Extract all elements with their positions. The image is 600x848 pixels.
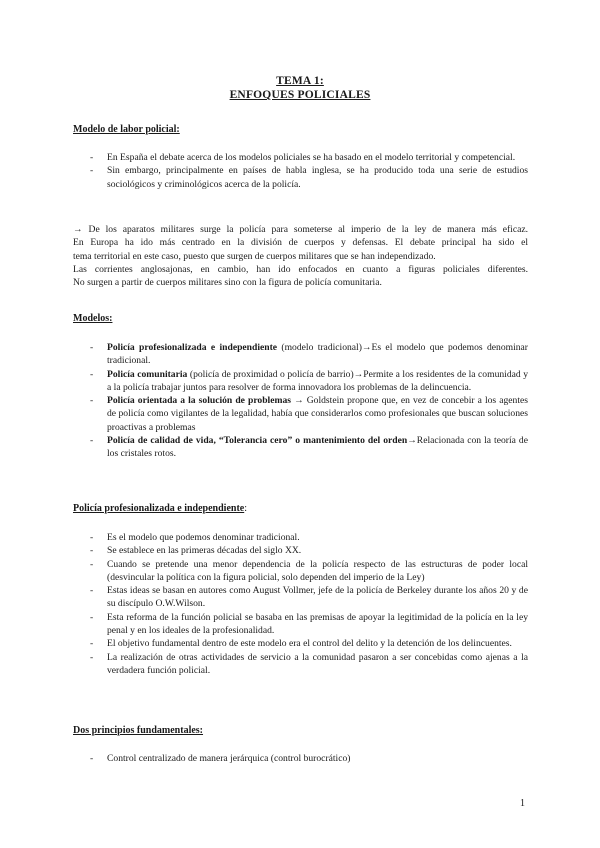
list-item: - Policía orientada a la solución de problemas → Goldstein propone que, en vez de concebir a los agentes de policía como vigilantes de la legalidad, había que considerarlos como profesionales que buscan soluciones proactivas a problemas [90,395,528,433]
paragraph-line: tema territorial en este caso, puesto que surgen de cuerpos militares que se han independizado. [73,250,436,262]
list-dash: - [90,368,94,380]
page-title-line2: ENFOQUES POLICIALES [229,89,371,101]
profesionalizada-list [73,531,528,677]
list-item: - Control centralizado de manera jerárquica (control burocrático) [90,753,351,764]
list-item: - Sin embargo, principalmente en países de habla inglesa, se ha producido toda una serie de estudios sociológicos y criminológicos acerca de la policía. [90,165,528,190]
paragraph-line: No surgen a partir de cuerpos militares sino con la figura de policía comunitaria. [73,277,382,289]
list-dash: - [90,638,94,650]
list-dash: - [90,753,94,764]
paragraph-line: En Europa ha ido más centrado en la división de cuerpos y defensas. El debate principal ha sido el [73,237,528,249]
list-item: - En España el debate acerca de los modelos policiales se ha basado en el modelo territorial y competencial. [90,152,516,163]
list-item: - Policía profesionalizada e independiente (modelo tradicional)→Es el modelo que podemos denominar tradicional. [90,342,528,367]
list-dash: - [90,165,94,177]
list-item: - Es el modelo que podemos denominar tradicional. [90,532,300,543]
list-item: - Se establece en las primeras décadas del siglo XX. [90,545,302,557]
list-dash: - [90,611,94,623]
list-dash: - [90,395,94,407]
list-dash: - [90,558,94,570]
modelo-labor-list [73,151,528,191]
list-dash: - [90,342,94,353]
list-dash: - [90,651,94,663]
modelos-list [73,341,528,461]
section-heading-modelos: Modelos: [73,313,113,324]
principios-list [73,752,528,765]
list-item: - Policía de calidad de vida, “Tolerancia cero” o mantenimiento del orden→Relacionada con la teoría de los cristales rotos. [90,435,528,460]
list-item: - Estas ideas se basan en autores como August Vollmer, jefe de la policía de Berkeley durante los años 20 y de su discípulo O.W.Wilson. [90,585,528,610]
section-heading-modelo-labor: Modelo de labor policial: [73,124,180,135]
list-item: - Policía comunitaria (policía de proximidad o policía de barrio)→Permite a los residentes de la comunidad y a la policía trabajar juntos para resolver de forma innovadora los problemas de la delincuencia. [90,368,529,393]
page-title-line1: TEMA 1: [276,75,324,87]
list-item: - Esta reforma de la función policial se basaba en las premisas de apoyar la legitimidad de la policía en la ley penal y en los ideales de la profesionalidad. [90,611,528,637]
list-item: - La realización de otras actividades de servicio a la comunidad pasaron a ser concebidas como ajenas a la verdadera función policial. [90,651,528,676]
list-dash: - [90,152,94,163]
section-heading-principios: Dos principios fundamentales: [73,725,204,736]
list-dash: - [90,435,94,447]
paragraph-line: Las corrientes anglosajonas, en cambio, han ido enfocados en cuanto a figuras policiales diferentes. [73,263,528,275]
page-number: 1 [520,798,525,809]
list-item: - El objetivo fundamental dentro de este modelo era el control del delito y la detención de los delincuentes. [90,638,512,650]
list-dash: - [90,532,94,543]
list-dash: - [90,545,94,557]
paragraph-line: → De los aparatos militares surge la policía para someterse al imperio de la ley de manera más eficaz. [73,224,528,235]
section-heading-profesionalizada: Policía profesionalizada e independiente: [73,503,247,514]
list-item: - Cuando se pretende una menor dependencia de la policía respecto de las estructuras de poder local (desvincular la política con la figura policial, solo dependen del imperio de la Ley) [90,558,528,583]
intro-paragraph [73,223,528,289]
list-dash: - [90,585,94,597]
